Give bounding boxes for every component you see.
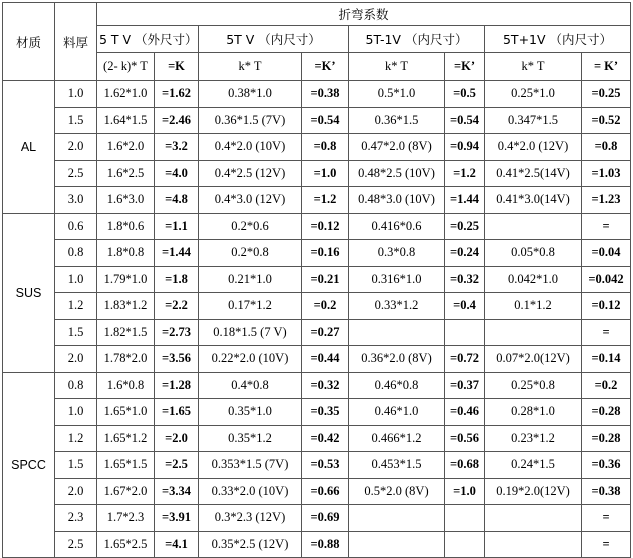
formula-cell: 0.3*0.8 [349,240,445,267]
table-row [3,319,631,346]
table-row [3,160,631,187]
header-row-3 [3,53,631,81]
table-row [3,81,631,108]
k-value-cell: =0.38 [302,81,349,108]
formula-cell: 1.78*2.0 [97,346,155,373]
k-value-cell: =0.68 [445,452,485,479]
formula-cell: 0.46*1.0 [349,399,445,426]
k-value-cell: =4.8 [155,187,199,214]
formula-cell: 0.347*1.5 [485,107,582,134]
formula-cell: 0.2*0.8 [199,240,302,267]
k-value-cell: =0.21 [302,266,349,293]
thickness-cell: 1.5 [55,452,97,479]
thickness-cell: 1.5 [55,319,97,346]
k-value-cell: =0.25 [582,81,631,108]
formula-cell: 1.6*2.5 [97,160,155,187]
bend-coefficient-title: 折弯系数 [97,3,631,26]
k-value-cell: =0.72 [445,346,485,373]
formula-cell [485,531,582,558]
k-value-cell: =0.28 [582,425,631,452]
formula-cell: 1.7*2.3 [97,505,155,532]
k-value-cell: =1.44 [155,240,199,267]
k-value-cell: =0.14 [582,346,631,373]
header-row-2 [3,26,631,53]
k-value-cell [445,531,485,558]
formula-cell: 0.4*3.0 (12V) [199,187,302,214]
k-value-cell: =0.32 [445,266,485,293]
table-row [3,240,631,267]
group-header-5t-plus-1v: 5T+1V （内尺寸） [485,26,631,53]
k-value-cell: =1.2 [445,160,485,187]
k-value-cell: = [582,213,631,240]
subheader-formula-3: k* T [349,53,445,81]
k-value-cell: = [582,531,631,558]
k-value-cell: =1.65 [155,399,199,426]
formula-cell: 0.19*2.0(12V) [485,478,582,505]
table-row [3,505,631,532]
thickness-cell: 2.5 [55,531,97,558]
thickness-cell: 3.0 [55,187,97,214]
k-value-cell: =0.12 [582,293,631,320]
formula-cell: 0.4*2.5 (12V) [199,160,302,187]
k-value-cell: =2.2 [155,293,199,320]
k-value-cell: =0.46 [445,399,485,426]
formula-cell [349,531,445,558]
formula-cell: 1.82*1.5 [97,319,155,346]
formula-cell: 0.07*2.0(12V) [485,346,582,373]
subheader-k-4: = K’ [582,53,631,81]
subheader-formula-4: k* T [485,53,582,81]
formula-cell: 0.33*1.2 [349,293,445,320]
formula-cell: 1.6*2.0 [97,134,155,161]
thickness-cell: 1.0 [55,399,97,426]
subheader-formula-2: k* T [199,53,302,81]
k-value-cell: =0.04 [582,240,631,267]
k-value-cell: =0.27 [302,319,349,346]
thickness-cell: 2.3 [55,505,97,532]
formula-cell: 0.21*1.0 [199,266,302,293]
subheader-k-1: =K [155,53,199,81]
table-row [3,452,631,479]
formula-cell: 0.46*0.8 [349,372,445,399]
k-value-cell: =3.91 [155,505,199,532]
formula-cell: 0.416*0.6 [349,213,445,240]
formula-cell: 0.18*1.5 (7 V) [199,319,302,346]
formula-cell: 0.25*1.0 [485,81,582,108]
formula-cell [485,213,582,240]
k-value-cell: =0.42 [302,425,349,452]
table-row [3,425,631,452]
k-value-cell: = [582,505,631,532]
k-value-cell: =3.56 [155,346,199,373]
formula-cell: 1.64*1.5 [97,107,155,134]
table-row [3,213,631,240]
formula-cell: 1.8*0.8 [97,240,155,267]
k-value-cell: =0.37 [445,372,485,399]
k-value-cell: =1.28 [155,372,199,399]
k-value-cell: =0.38 [582,478,631,505]
thickness-cell: 1.2 [55,293,97,320]
subheader-formula-1: (2- k)* T [97,53,155,81]
k-value-cell [445,319,485,346]
table-row [3,107,631,134]
formula-cell: 0.17*1.2 [199,293,302,320]
formula-cell: 0.353*1.5 (7V) [199,452,302,479]
bend-factor-table [2,2,631,558]
material-cell: SUS [3,213,55,372]
formula-cell: 1.65*2.5 [97,531,155,558]
formula-cell [349,505,445,532]
k-value-cell: =2.73 [155,319,199,346]
formula-cell: 0.5*1.0 [349,81,445,108]
k-value-cell: =0.53 [302,452,349,479]
material-cell: AL [3,81,55,214]
thickness-cell: 1.0 [55,81,97,108]
k-value-cell: =1.62 [155,81,199,108]
formula-cell: 0.042*1.0 [485,266,582,293]
thickness-cell: 0.6 [55,213,97,240]
formula-cell: 1.67*2.0 [97,478,155,505]
k-value-cell: = [582,319,631,346]
k-value-cell: =0.5 [445,81,485,108]
formula-cell: 0.23*1.2 [485,425,582,452]
k-value-cell: =1.0 [445,478,485,505]
k-value-cell: =1.03 [582,160,631,187]
k-value-cell: =0.16 [302,240,349,267]
formula-cell: 0.453*1.5 [349,452,445,479]
thickness-cell: 0.8 [55,240,97,267]
formula-cell: 0.4*2.0 (10V) [199,134,302,161]
k-value-cell: =0.66 [302,478,349,505]
k-value-cell: =0.56 [445,425,485,452]
k-value-cell: =2.46 [155,107,199,134]
subheader-k-3: =K’ [445,53,485,81]
k-value-cell: =0.042 [582,266,631,293]
material-header: 材质 [3,3,55,81]
formula-cell: 0.28*1.0 [485,399,582,426]
thickness-header: 料厚 [55,3,97,81]
formula-cell: 0.316*1.0 [349,266,445,293]
formula-cell: 0.4*0.8 [199,372,302,399]
formula-cell: 0.33*2.0 (10V) [199,478,302,505]
k-value-cell: =1.8 [155,266,199,293]
formula-cell: 0.35*2.5 (12V) [199,531,302,558]
k-value-cell: =4.1 [155,531,199,558]
table-row [3,399,631,426]
thickness-cell: 1.0 [55,266,97,293]
k-value-cell: =0.69 [302,505,349,532]
k-value-cell: =0.24 [445,240,485,267]
thickness-cell: 1.5 [55,107,97,134]
formula-cell: 0.41*2.5(14V) [485,160,582,187]
k-value-cell: =0.28 [582,399,631,426]
thickness-cell: 2.0 [55,346,97,373]
formula-cell: 1.6*0.8 [97,372,155,399]
k-value-cell [445,505,485,532]
thickness-cell: 1.2 [55,425,97,452]
formula-cell: 1.6*3.0 [97,187,155,214]
thickness-cell: 2.0 [55,134,97,161]
formula-cell: 0.05*0.8 [485,240,582,267]
k-value-cell: =0.12 [302,213,349,240]
formula-cell: 1.65*1.0 [97,399,155,426]
formula-cell: 0.48*2.5 (10V) [349,160,445,187]
table-row [3,346,631,373]
k-value-cell: =1.44 [445,187,485,214]
thickness-cell: 2.0 [55,478,97,505]
formula-cell [485,319,582,346]
formula-cell: 1.8*0.6 [97,213,155,240]
formula-cell: 0.5*2.0 (8V) [349,478,445,505]
formula-cell: 0.2*0.6 [199,213,302,240]
table-row [3,531,631,558]
formula-cell: 1.62*1.0 [97,81,155,108]
formula-cell: 0.36*2.0 (8V) [349,346,445,373]
k-value-cell: =0.8 [582,134,631,161]
formula-cell: 0.24*1.5 [485,452,582,479]
formula-cell: 0.466*1.2 [349,425,445,452]
formula-cell: 1.79*1.0 [97,266,155,293]
table-row [3,266,631,293]
k-value-cell: =0.25 [445,213,485,240]
table-row [3,134,631,161]
table-row [3,187,631,214]
formula-cell: 1.83*1.2 [97,293,155,320]
k-value-cell: =2.5 [155,452,199,479]
subheader-k-2: =K’ [302,53,349,81]
k-value-cell: =1.0 [302,160,349,187]
formula-cell: 0.22*2.0 (10V) [199,346,302,373]
formula-cell: 0.25*0.8 [485,372,582,399]
formula-cell [349,319,445,346]
k-value-cell: =1.1 [155,213,199,240]
k-value-cell: =0.35 [302,399,349,426]
group-header-5tv-outer: 5 T V （外尺寸） [97,26,199,53]
formula-cell: 0.35*1.0 [199,399,302,426]
k-value-cell: =2.0 [155,425,199,452]
k-value-cell: =0.32 [302,372,349,399]
group-header-5tv-inner: 5T V （内尺寸） [199,26,349,53]
k-value-cell: =0.94 [445,134,485,161]
formula-cell: 0.1*1.2 [485,293,582,320]
k-value-cell: =0.36 [582,452,631,479]
k-value-cell: =0.4 [445,293,485,320]
k-value-cell: =0.52 [582,107,631,134]
formula-cell: 1.65*1.5 [97,452,155,479]
k-value-cell: =4.0 [155,160,199,187]
k-value-cell: =0.88 [302,531,349,558]
formula-cell: 0.36*1.5 (7V) [199,107,302,134]
k-value-cell: =1.2 [302,187,349,214]
k-value-cell: =0.8 [302,134,349,161]
header-row-1 [3,3,631,26]
k-value-cell: =0.54 [445,107,485,134]
table-row [3,478,631,505]
k-value-cell: =1.23 [582,187,631,214]
formula-cell: 0.36*1.5 [349,107,445,134]
formula-cell: 0.41*3.0(14V) [485,187,582,214]
formula-cell: 0.35*1.2 [199,425,302,452]
table-row [3,372,631,399]
table-row [3,293,631,320]
formula-cell: 0.47*2.0 (8V) [349,134,445,161]
material-cell: SPCC [3,372,55,558]
formula-cell: 1.65*1.2 [97,425,155,452]
formula-cell: 0.48*3.0 (10V) [349,187,445,214]
k-value-cell: =0.54 [302,107,349,134]
formula-cell: 0.38*1.0 [199,81,302,108]
formula-cell [485,505,582,532]
k-value-cell: =0.2 [582,372,631,399]
formula-cell: 0.4*2.0 (12V) [485,134,582,161]
thickness-cell: 2.5 [55,160,97,187]
thickness-cell: 0.8 [55,372,97,399]
k-value-cell: =3.34 [155,478,199,505]
k-value-cell: =0.2 [302,293,349,320]
group-header-5t-minus-1v: 5T-1V （内尺寸） [349,26,485,53]
k-value-cell: =3.2 [155,134,199,161]
formula-cell: 0.3*2.3 (12V) [199,505,302,532]
k-value-cell: =0.44 [302,346,349,373]
